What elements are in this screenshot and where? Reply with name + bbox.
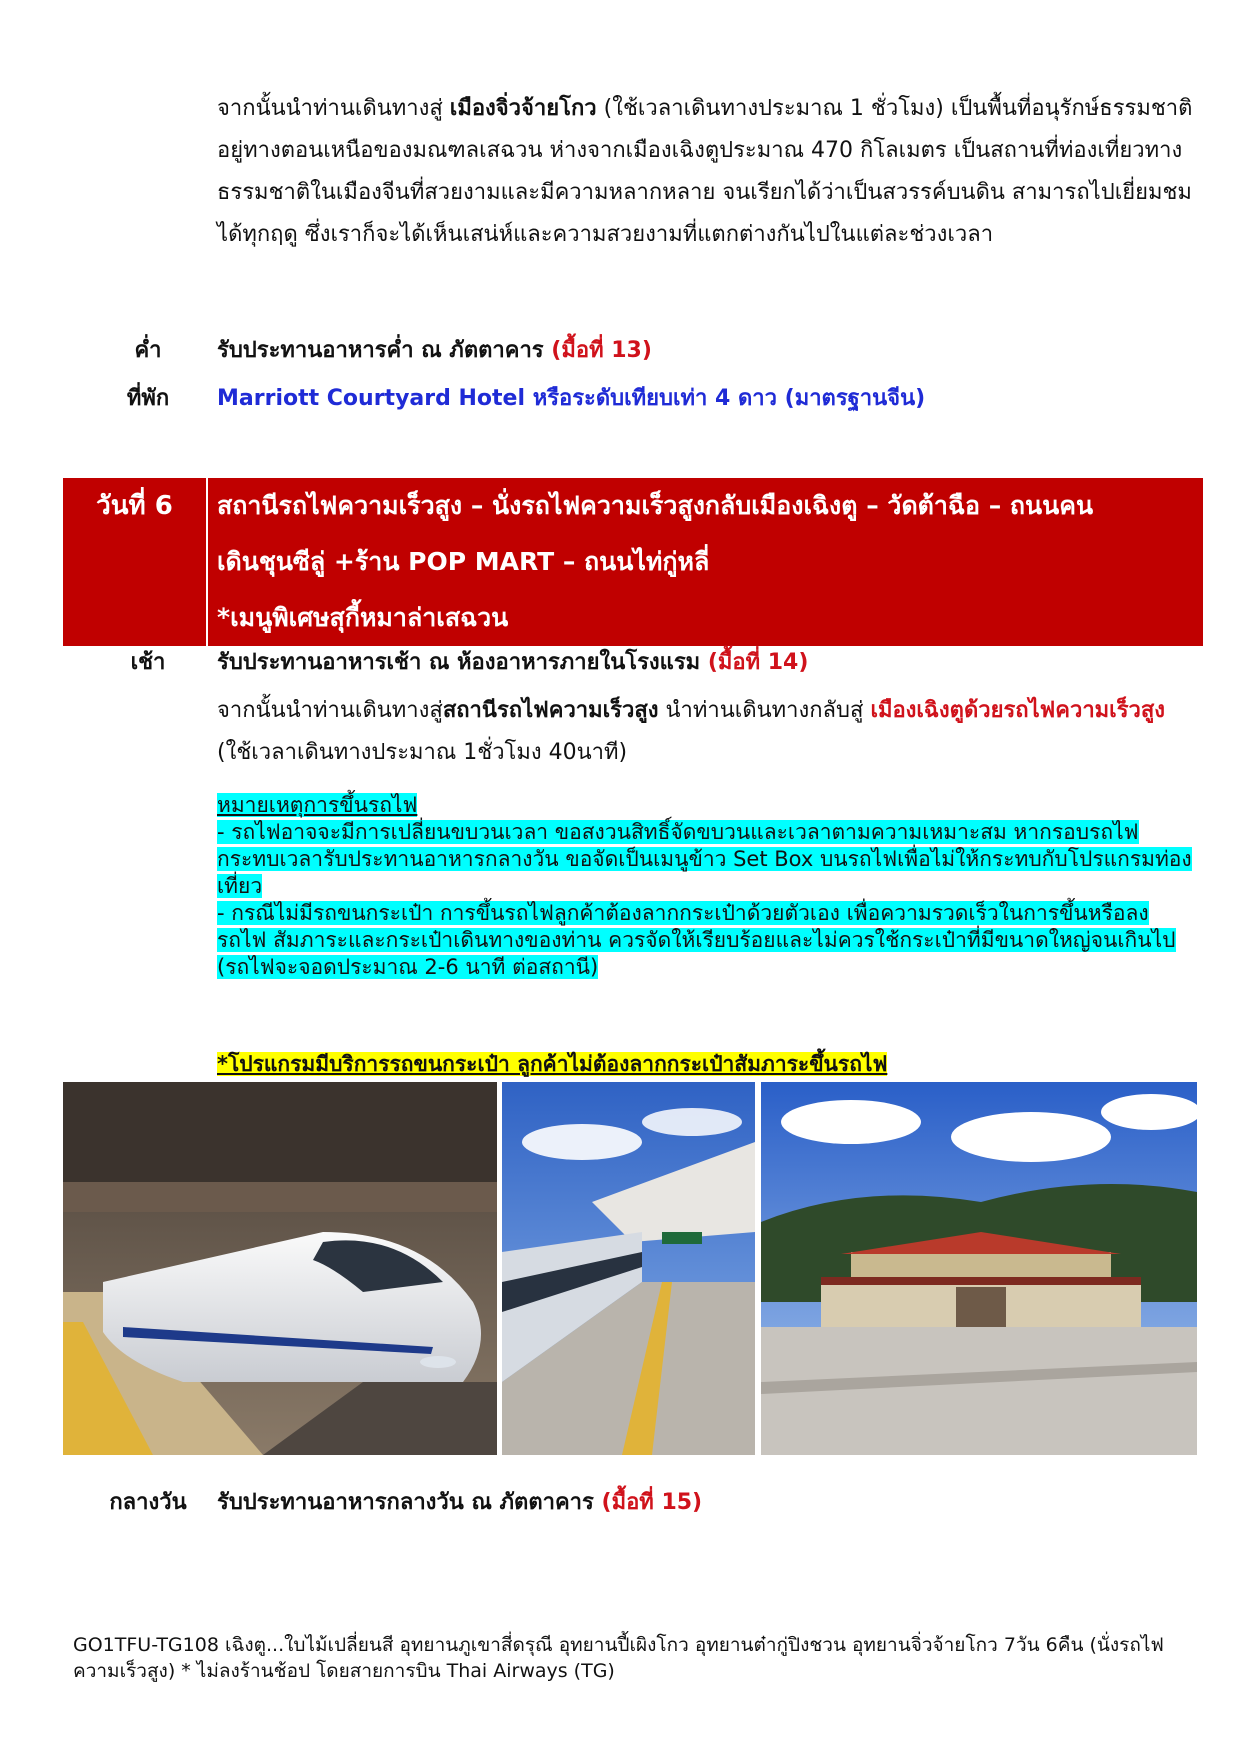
day-title — [217, 478, 1197, 646]
note-item-2: - กรณีไม่มีรถขนกระเป๋า การขึ้นรถไฟลูกค้าต้องลากกระเป๋าด้วยตัวเอง เพื่อความรวดเร็วในการขึ้นหรือลงรถไฟ สัมภาระและกระเป๋าเดินทางของท่าน ควรจัดให้เรียบร้อยและไม่ควรใช้กระเป๋าที่มีขนาดใหญ่จนเกินไป (รถไฟจะจอดประมาณ 2-6 นาที ต่อสถานี) — [217, 901, 1176, 979]
breakfast-meal-number: (มื้อที่ 14) — [707, 650, 809, 675]
train-duration: (ใช้เวลาเดินทางประมาณ 1ชั่วโมง 40นาที) — [217, 740, 628, 765]
intro-paragraph — [217, 88, 1197, 256]
breakfast-desc: รับประทานอาหารเช้า ณ ห้องอาหารภายในโรงแรม — [217, 650, 708, 675]
lunch-text — [217, 1488, 702, 1518]
train-station: สถานีรถไฟความเร็วสูง — [442, 698, 659, 723]
hotel-label: ที่พัก — [126, 386, 170, 411]
page-footer: GO1TFU-TG108 เฉิงตู...ใบไม้เปลี่ยนสี อุทยานภูเขาสี่ดรุณี อุทยานปี้เผิงโกว อุทยานต๋ากู่ปิงชวน อุทยานจิ่วจ้ายโกว 7วัน 6คืน (นั่งรถไฟความเร็วสูง) * ไม่ลงร้านช้อป โดยสายการบิน Thai Airways (TG) — [73, 1634, 1164, 1682]
day-6-header — [63, 478, 1203, 646]
train-destination: เมืองเฉิงตูด้วยรถไฟความเร็วสูง — [870, 698, 1166, 723]
intro-place: เมืองจิ่วจ้ายโกว — [449, 96, 597, 121]
hotel-name: Marriott Courtyard Hotel — [217, 386, 533, 411]
day-header-divider — [206, 478, 208, 646]
lunch-desc: รับประทานอาหารกลางวัน ณ ภัตตาคาร — [217, 1490, 602, 1515]
dinner-desc: รับประทานอาหารค่ำ ณ ภัตตาคาร — [217, 338, 552, 363]
day-number: วันที่ 6 — [96, 491, 173, 521]
train-paragraph — [217, 690, 1197, 774]
train-note — [217, 792, 1197, 981]
breakfast-label: เช้า — [130, 650, 166, 675]
hotel-rating: หรือระดับเทียบเท่า 4 ดาว (มาตรฐานจีน) — [532, 386, 926, 411]
luggage-note — [217, 1050, 887, 1078]
train-text-mid: นำท่านเดินทางกลับสู่ — [658, 698, 871, 723]
day-title-line-1: สถานีรถไฟความเร็วสูง – นั่งรถไฟความเร็วสูงกลับเมืองเฉิงตู – วัดต้าฉือ – ถนนคน — [217, 491, 1094, 520]
dinner-meal-number: (มื้อที่ 13) — [551, 338, 652, 363]
day-title-line-2: เดินชุนซีลู่ +ร้าน POP MART – ถนนไท่กู่หลี่ — [217, 547, 710, 576]
luggage-note-text: *โปรแกรมมีบริการรถขนกระเป๋า ลูกค้าไม่ต้องลากกระเป๋าสัมภาระขึ้นรถไฟ — [217, 1052, 888, 1076]
hotel-text — [217, 384, 925, 414]
dinner-label: ค่ำ — [134, 338, 162, 363]
breakfast-text — [217, 648, 808, 678]
lunch-meal-number: (มื้อที่ 15) — [601, 1490, 703, 1515]
intro-text-start: จากนั้นนำท่านเดินทางสู่ — [217, 96, 450, 121]
train-text-start: จากนั้นนำท่านเดินทางสู่ — [217, 698, 443, 723]
bullet-train-photo — [63, 1082, 497, 1455]
station-building-photo — [761, 1082, 1197, 1455]
note-item-1: - รถไฟอาจจะมีการเปลี่ยนขบวนเวลา ขอสงวนสิทธิ์จัดขบวนและเวลาตามความเหมาะสม หากรอบรถไฟกระทบเวลารับประทานอาหารกลางวัน ขอจัดเป็นเมนูข้าว Set Box บนรถไฟเพื่อไม่ให้กระทบกับโปรแกรมท่องเที่ยว — [217, 820, 1192, 898]
lunch-label: กลางวัน — [109, 1490, 187, 1515]
note-heading: หมายเหตุการขึ้นรถไฟ — [217, 793, 418, 817]
intro-text-rest: (ใช้เวลาเดินทางประมาณ 1 ชั่วโมง) เป็นพื้นที่อนุรักษ์ธรรมชาติ อยู่ทางตอนเหนือของมณฑลเสฉวน ห่างจากเมืองเฉิงตูประมาณ 470 กิโลเมตร เป็นสถานที่ท่องเที่ยวทางธรรมชาติในเมืองจีนที่สวยงามและมีความหลากหลาย จนเรียกได้ว่าเป็นสวรรค์บนดิน สามารถไปเยี่ยมชมได้ทุกฤดู ซึ่งเราก็จะได้เห็นเสน่ห์และความสวยงามที่แตกต่างกันไปในแต่ละช่วงเวลา — [217, 96, 1193, 247]
day-title-line-3: *เมนูพิเศษสุกี้หมาล่าเสฉวน — [217, 603, 509, 632]
station-platform-photo — [502, 1082, 755, 1455]
dinner-text — [217, 336, 652, 366]
